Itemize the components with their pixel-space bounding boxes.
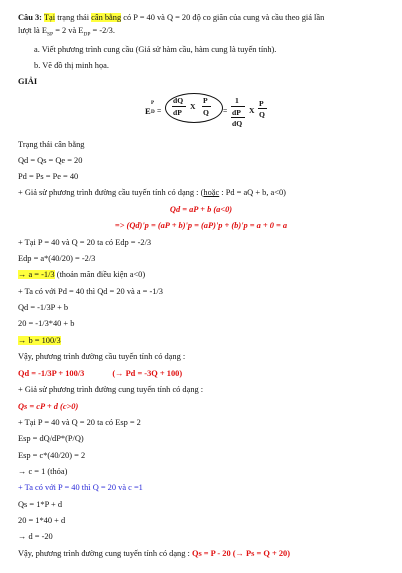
line-supply-assume: + Giả sử phương trình đường cung tuyến tính có dạng :: [18, 385, 204, 394]
formula-q: Q: [203, 108, 209, 117]
supply-conclusion-text: Vậy, phương trình đường cung tuyến tính có dạng :: [18, 549, 192, 558]
problem-text-1: trạng thái: [55, 13, 92, 22]
demand-assume-text: + Giả sử phương trình đường cầu tuyến tính có dạng : (: [18, 188, 204, 197]
line-a-result: [18, 270, 145, 280]
problem-text-2: có P = 40 và Q = 20 độ co giãn của cung và cầu theo giá lần: [121, 13, 325, 22]
line-20-b: 20 = -1/3*40 + b: [18, 319, 75, 328]
line-edp-calc: Edp = a*(40/20) = -2/3: [18, 254, 96, 263]
formula-bar-1: [172, 106, 186, 107]
elasticity-formula: [145, 93, 265, 131]
line-pd40: + Ta có với Pd = 40 thì Qd = 20 và a = -1/3: [18, 287, 163, 296]
line-p-equilibrium: Pd = Ps = Pe = 40: [18, 172, 79, 181]
demand-equation-inverse: (→ Pd = -3Q + 100): [112, 369, 183, 378]
formula-eq2: =: [223, 106, 228, 115]
formula-dq2: dQ: [232, 119, 243, 128]
line-equilibrium: Trạng thái cân bằng: [18, 140, 85, 149]
formula-p2: P: [259, 99, 264, 108]
demand-assume-alt: : Pd = aQ + b, a<0): [219, 188, 286, 197]
problem-label: Câu 3:: [18, 13, 42, 22]
task-a: a. Viết phương trình cung cầu (Giả sử hàm cầu, hàm cung là tuyến tính).: [34, 45, 277, 54]
solution-heading: GIẢI: [18, 77, 38, 86]
sub-sp: SP: [46, 31, 54, 38]
formula-bar-2: [202, 106, 211, 107]
demand-derivative: => (Qd)'p = (aP + b)'p = (aP)'p + (b)'p = a + 0 = a: [114, 221, 288, 230]
line-at-p40-edp: + Tại P = 40 và Q = 20 ta có Edp = -2/3: [18, 238, 152, 247]
sub-dp: DP: [83, 31, 91, 38]
problem-text-3: lượt là E: [18, 26, 47, 35]
formula-bar-5: [258, 108, 267, 109]
highlight-can-bang: cân bằng: [91, 13, 122, 22]
formula-sub-d: D: [151, 109, 155, 115]
problem-line-2: [18, 26, 115, 40]
b-result-highlight: → b = 100/3: [18, 336, 61, 345]
formula-q2: Q: [259, 110, 265, 119]
formula-sup-p: P: [151, 100, 155, 106]
formula-p: P: [203, 96, 208, 105]
line-20-d: 20 = 1*40 + d: [18, 516, 66, 525]
formula-bar-3: [231, 106, 245, 107]
line-supply-conclusion: [18, 549, 290, 559]
supply-equation: Qs = P - 20 (→ Ps = Q + 20): [191, 549, 290, 558]
line-esp-calc: Esp = c*(40/20) = 2: [18, 451, 86, 460]
line-qs-d: Qs = 1*P + d: [18, 500, 63, 509]
formula-dq: dQ: [173, 96, 184, 105]
a-result-highlight: → a = -1/3: [18, 270, 55, 279]
formula-x2: X: [249, 106, 255, 115]
line-demand-assume: [18, 188, 286, 198]
line-d-result: → d = -20: [18, 532, 53, 541]
highlight-tai: Tại: [43, 13, 56, 22]
formula-bar-4: [231, 117, 245, 118]
line-c-result: → c = 1 (thỏa): [18, 467, 68, 476]
problem-text-4: = 2 và E: [53, 26, 84, 35]
line-at-p40-esp: + Tại P = 40 và Q = 20 ta có Esp = 2: [18, 418, 141, 427]
demand-assume-hoac: hoặc: [203, 188, 220, 197]
formula-e: E: [145, 106, 151, 116]
line-p40-c: + Ta có với P = 40 thì Q = 20 và c =1: [18, 483, 143, 492]
line-demand-equation: [18, 369, 182, 379]
demand-equation-form: Qd = aP + b (a<0): [169, 205, 233, 214]
line-demand-conclusion: Vậy, phương trình đường cầu tuyến tính có dạng :: [18, 352, 186, 361]
formula-dp: dP: [173, 108, 182, 117]
formula-one: 1: [235, 96, 239, 105]
formula-eq: =: [157, 106, 162, 115]
line-esp-formula: Esp = dQ/dP*(P/Q): [18, 434, 84, 443]
problem-text-5: = -2/3.: [90, 26, 115, 35]
line-q-equilibrium: Qd = Qs = Qe = 20: [18, 156, 83, 165]
a-result-note: (thoản mãn điều kiện a<0): [54, 270, 146, 279]
line-qd-b: Qd = -1/3P + b: [18, 303, 69, 312]
formula-dp2: dP: [232, 108, 241, 117]
problem-line-1: [18, 13, 324, 23]
task-b: b. Vẽ đồ thị minh họa.: [34, 61, 109, 70]
demand-equation: Qd = -1/3P + 100/3: [18, 369, 85, 378]
line-b-result: [18, 336, 61, 346]
formula-x1: X: [190, 102, 196, 111]
supply-equation-form: Qs = cP + d (c>0): [18, 402, 79, 411]
